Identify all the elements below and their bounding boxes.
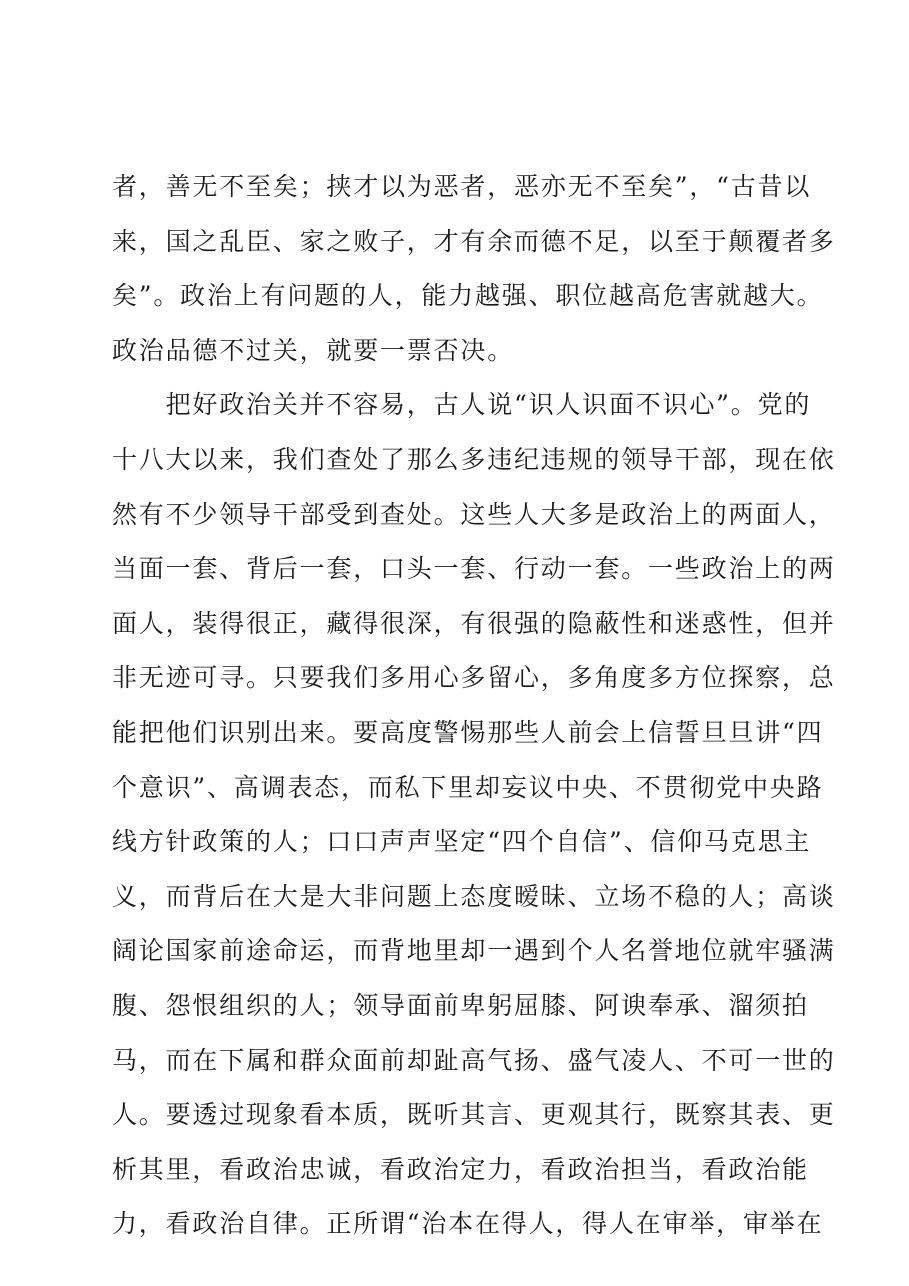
text-line: 析其里，看政治忠诚，看政治定力，看政治担当，看政治能: [112, 1154, 809, 1184]
text-line: 人。要透过现象看本质，既听其言、更观其行，既察其表、更: [112, 1100, 836, 1130]
text-line: 马，而在下属和群众面前却趾高气扬、盛气凌人、不可一世的: [112, 1045, 836, 1075]
body-text: [112, 160, 836, 1252]
text-line: 矣”。政治上有问题的人，能力越强、职位越高危害就越大。: [112, 281, 824, 311]
text-line: 十八大以来，我们查处了那么多违纪违规的领导干部，现在依: [112, 444, 836, 474]
text-line: 把好政治关并不容易，古人说“识人识面不识心”。党的: [112, 390, 812, 420]
text-line: 面人，装得很正，藏得很深，有很强的隐蔽性和迷惑性，但并: [112, 608, 836, 638]
text-line: 阔论国家前途命运，而背地里却一遇到个人名誉地位就牢骚满: [112, 936, 836, 966]
text-line: 政治品德不过关，就要一票否决。: [112, 335, 515, 365]
text-line: 当面一套、背后一套，口头一套、行动一套。一些政治上的两: [112, 554, 836, 584]
text-line: 个意识”、高调表态，而私下里却妄议中央、不贯彻党中央路: [112, 772, 824, 802]
text-line: 义，而背后在大是大非问题上态度暧昧、立场不稳的人；高谈: [112, 881, 836, 911]
text-line: 腹、怨恨组织的人；领导面前卑躬屈膝、阿谀奉承、溜须拍: [112, 990, 809, 1020]
text-line: 能把他们识别出来。要高度警惕那些人前会上信誓旦旦讲“四: [112, 717, 824, 747]
text-line: 然有不少领导干部受到查处。这些人大多是政治上的两面人，: [112, 499, 836, 529]
text-line: 线方针政策的人；口口声声坚定“四个自信”、信仰马克思主: [112, 827, 812, 857]
text-line: 者，善无不至矣；挟才以为恶者，恶亦无不至矣”，“古昔以: [112, 172, 812, 201]
text-line: 力，看政治自律。正所谓“治本在得人，得人在审举，审举在: [112, 1209, 824, 1239]
text-line: 非无迹可寻。只要我们多用心多留心，多角度多方位探察，总: [112, 663, 836, 693]
text-line: 来，国之乱臣、家之败子，才有余而德不足，以至于颠覆者多: [112, 226, 836, 256]
